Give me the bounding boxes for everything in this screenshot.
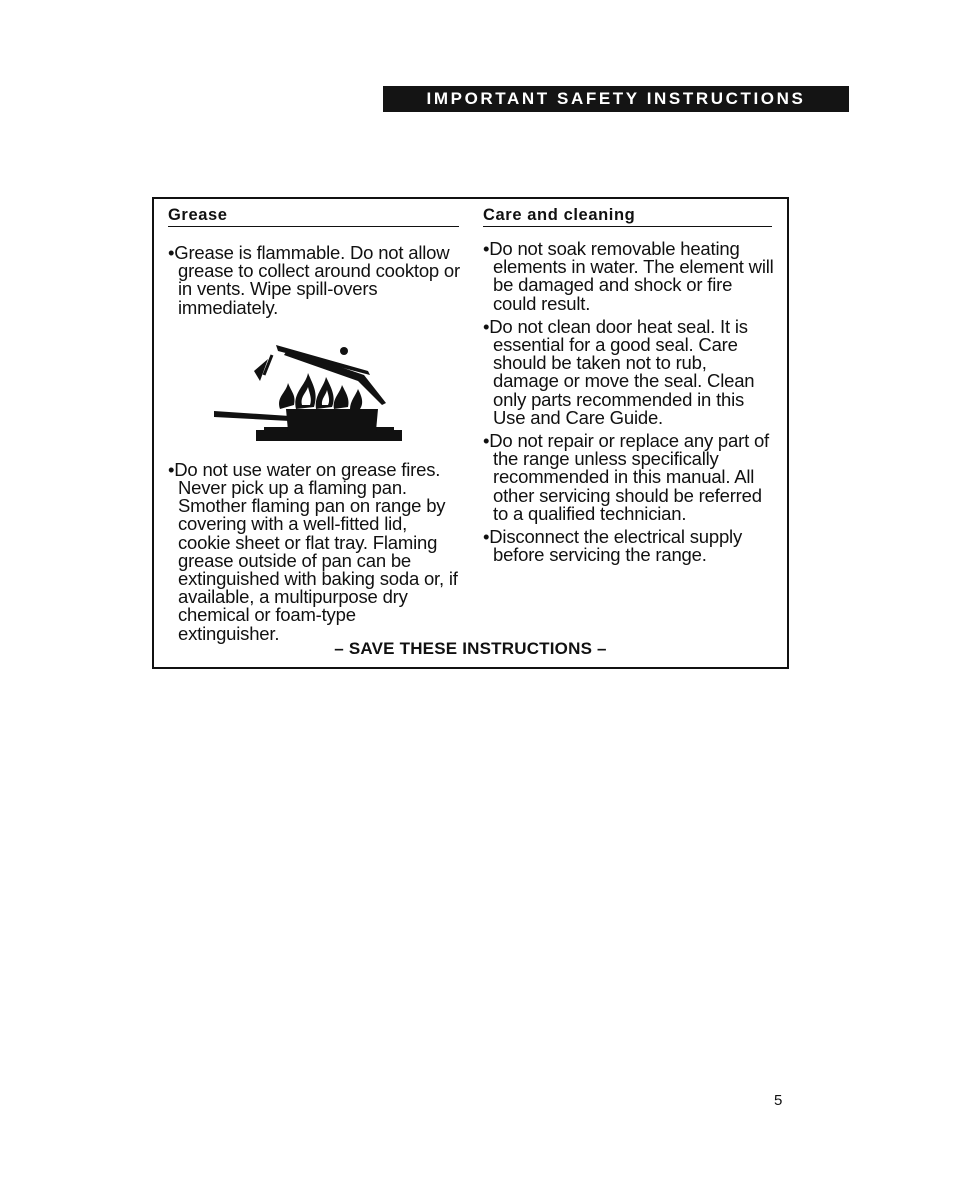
care-heading: Care and cleaning: [483, 199, 772, 227]
page-number: 5: [774, 1092, 783, 1109]
flaming-pan-lid-icon: [168, 335, 460, 453]
section-banner: IMPORTANT SAFETY INSTRUCTIONS: [383, 86, 849, 112]
grease-paragraph-2: •Do not use water on grease fires. Never pick up a flaming pan. Smother flaming pan on range by covering with a well-fitted lid, cookie sheet or flat tray. Flaming grease outside of pan can be extinguished with baking soda or, if available, a multipurpose dry chemical or foam-type extinguisher.: [168, 458, 458, 644]
grease-paragraph-1: •Grease is flammable. Do not allow grease to collect around cooktop or in vents. Wipe spill-overs immediately.: [168, 242, 460, 318]
care-item-1: •Do not soak removable heating elements in water. The element will be damaged and shock or fire could result.: [483, 238, 774, 314]
grease-heading: Grease: [168, 199, 459, 227]
care-item-3: •Do not repair or replace any part of the range unless specifically recommended in this manual. All other servicing should be referred to a qualified technician.: [483, 430, 769, 524]
care-item-4: •Disconnect the electrical supply before servicing the range.: [483, 526, 743, 566]
safety-instructions-box: [152, 197, 789, 669]
care-item-2: •Do not clean door heat seal. It is essential for a good seal. Care should be taken not to rub, damage or move the seal. Clean only parts recommended in this Use and Care Guide.: [483, 315, 755, 428]
care-column: [483, 199, 775, 569]
save-instructions-footer: – SAVE THESE INSTRUCTIONS –: [334, 639, 607, 658]
grease-column: [168, 199, 460, 643]
